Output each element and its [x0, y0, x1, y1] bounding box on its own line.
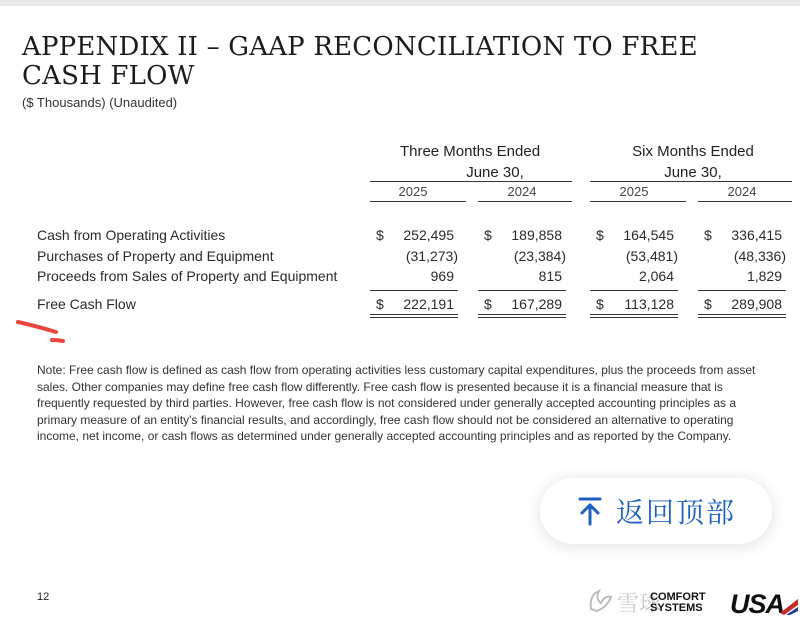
currency-symbol: $ — [704, 296, 712, 312]
table-cell: (23,384) — [513, 248, 566, 264]
page-title: APPENDIX II – GAAP RECONCILIATION TO FREE CASH FLOW — [22, 32, 698, 91]
total-double-rule — [370, 314, 458, 318]
table-cell: 189,858 — [511, 227, 562, 243]
currency-symbol: $ — [596, 227, 604, 243]
table-cell: (48,336) — [733, 248, 786, 264]
row-label-free-cash-flow: Free Cash Flow — [37, 296, 136, 312]
table-cell-total: 289,908 — [731, 296, 782, 312]
year-rule — [478, 201, 572, 202]
table-cell: 336,415 — [731, 227, 782, 243]
three-months-header — [370, 141, 570, 183]
header-rule-three-months — [370, 181, 572, 182]
table-cell: (53,481) — [625, 248, 678, 264]
red-underline-annotation — [14, 316, 74, 346]
table-cell: 1,829 — [746, 268, 782, 284]
year-header: 2024 — [727, 184, 757, 199]
total-double-rule — [590, 314, 678, 318]
back-to-top-button[interactable] — [540, 478, 772, 544]
six-months-header — [593, 141, 793, 183]
page-number: 12 — [37, 591, 50, 603]
top-bar — [0, 0, 800, 6]
subtotal-rule — [478, 290, 566, 291]
row-label-proceeds: Proceeds from Sales of Property and Equipment — [37, 268, 338, 284]
year-rule — [370, 201, 466, 202]
year-header: 2024 — [507, 184, 537, 199]
year-header: 2025 — [398, 184, 428, 199]
table-cell: (31,273) — [405, 248, 458, 264]
page-subtitle: ($ Thousands) (Unaudited) — [22, 95, 178, 110]
currency-symbol: $ — [484, 227, 492, 243]
table-cell-total: 222,191 — [403, 296, 454, 312]
currency-symbol: $ — [376, 227, 384, 243]
row-label-purchases: Purchases of Property and Equipment — [37, 248, 274, 264]
subtotal-rule — [698, 290, 786, 291]
total-double-rule — [698, 314, 786, 318]
three-months-header-line2: June 30, — [466, 164, 524, 181]
watermark-text: 雪球 — [617, 592, 662, 617]
logo-flag-icon — [778, 595, 800, 617]
table-cell: 2,064 — [638, 268, 674, 284]
total-double-rule — [478, 314, 566, 318]
table-cell: 969 — [430, 268, 454, 284]
currency-symbol: $ — [704, 227, 712, 243]
arrow-up-icon — [576, 496, 604, 526]
logo-usa-text: USA — [730, 588, 785, 619]
header-rule-six-months — [590, 181, 792, 182]
subtotal-rule — [370, 290, 458, 291]
year-rule — [590, 201, 686, 202]
subtotal-rule — [590, 290, 678, 291]
six-months-header-line1: Six Months Ended — [632, 143, 754, 160]
currency-symbol: $ — [484, 296, 492, 312]
footnote: Note: Free cash flow is defined as cash flow from operating activities less customary capital expenditures, plus the proceeds from asset sales. Other companies may define free cash flow differently. Free cash flow is presented because it is a financial measure that is frequently requested by third parties. However, free cash flow is not considered under generally accepted accounting principles as a primary measure of an entity's financial results, and accordingly, free cash flow should not be considered an alternative to operating income, net income, or cash flows as determined under generally accepted accounting principles and as reported by the Company. — [37, 363, 756, 443]
currency-symbol: $ — [596, 296, 604, 312]
six-months-header-line2: June 30, — [664, 164, 722, 181]
three-months-header-line1: Three Months Ended — [399, 143, 541, 160]
table-cell: 252,495 — [403, 227, 454, 243]
logo-line-2: SYSTEMS — [650, 602, 703, 614]
year-header: 2025 — [619, 184, 649, 199]
year-rule — [698, 201, 792, 202]
table-cell-total: 113,128 — [624, 296, 674, 312]
logo-usa-mark — [730, 588, 800, 620]
table-cell: 815 — [538, 268, 562, 284]
comfort-systems-logo — [650, 588, 795, 622]
row-label-operating-cash: Cash from Operating Activities — [37, 227, 226, 243]
table-cell: 164,545 — [623, 227, 674, 243]
logo-line-1: COMFORT — [650, 591, 706, 603]
table-cell-total: 167,289 — [511, 296, 562, 312]
back-to-top-label: 返回顶部 — [615, 496, 736, 529]
snowball-logo-icon — [585, 585, 615, 615]
currency-symbol: $ — [376, 296, 384, 312]
